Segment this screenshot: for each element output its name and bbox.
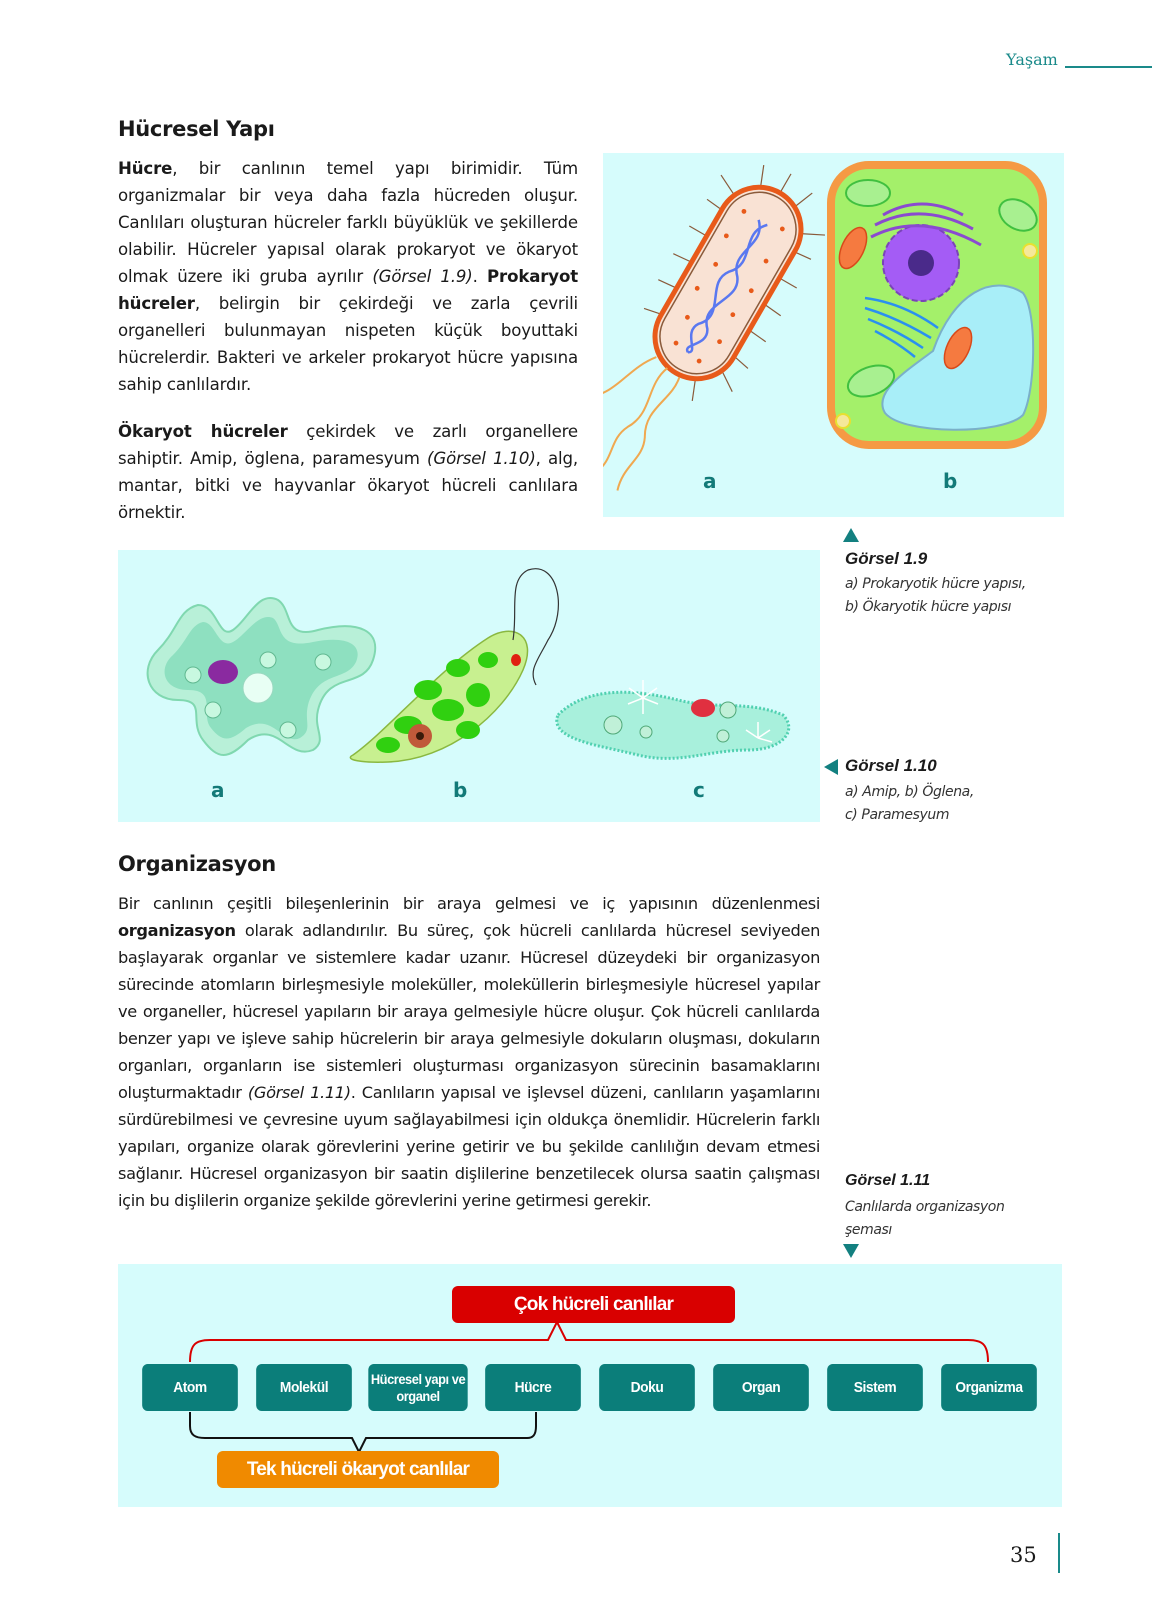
term-prokaryote: Prokaryot hücreler <box>118 267 578 313</box>
level-atom: Atom <box>142 1364 238 1411</box>
level-organism: Organizma <box>941 1364 1037 1411</box>
section-title-organization: Organizasyon <box>118 852 276 876</box>
caption-title-1-9: Görsel 1.9 <box>845 549 928 568</box>
term-organization: organizasyon <box>118 921 236 940</box>
text: , belirgin bir çekirdeği ve zarla çevrili organelleri bulunmayan nispeten küçük boyuttaki hücrelerdir. Bakteri ve arkeler prokaryot hücre yapısına sahip canlılardır. <box>118 294 578 394</box>
level-system: Sistem <box>827 1364 923 1411</box>
figure-label-b: b <box>453 778 468 802</box>
caption-title-1-11: Görsel 1.11 <box>845 1172 931 1189</box>
figure-ref: (Görsel 1.9) <box>372 267 473 286</box>
page-number-rule <box>1058 1533 1060 1573</box>
caption-line: şeması <box>845 1222 892 1238</box>
unicellular-bracket <box>190 1412 536 1452</box>
level-tissue: Doku <box>599 1364 695 1411</box>
text: , bir canlının temel yapı birimidir. Tüm organizmalar bir veya daha fazla hücreden oluşur. Canlıları oluşturan hücreler farklı büyüklük ve şekillerde olabilir. Hücreler yapısal olarak prokaryot ve ökaryot olmak üzere iki gruba ayrılır <box>118 159 578 286</box>
caption-line: Canlılarda organizasyon <box>845 1199 1005 1215</box>
figure-ref: (Görsel 1.11) <box>247 1083 351 1102</box>
unicellular-label: Tek hücreli ökaryot canlılar <box>217 1451 499 1488</box>
text: Bir canlının çeşitli bileşenlerinin bir araya gelmesi ve iç yapısının düzenlenmesi <box>118 894 820 913</box>
page-number: 35 <box>1010 1543 1037 1567</box>
text: çekirdek ve zarlı organellere sahiptir. Amip, öglena, paramesyum <box>118 422 578 468</box>
text: . Canlıların yapısal ve işlevsel düzeni, canlıların yaşamlarını sürdürebilmesi ve çevresine uyum sağlayabilmesi için oldukça önemlidir. Hücrelerin farklı yapıları, organize olarak görevlerini yerine getirir ve bu şekilde canlılığın devam etmesi sağlanır. Hücresel organizasyon bir saatin dişlilerine benzetilecek olursa saatin çalışması için bu dişlilerin organize şekilde görevlerini yerine getirmesi gerekir. <box>118 1083 821 1210</box>
multicellular-bracket <box>190 1322 988 1362</box>
figure-label-a: a <box>703 469 717 493</box>
caption-line: c) Paramesyum <box>845 807 950 823</box>
figure-label-c: c <box>693 778 705 802</box>
caption-title-1-10: Görsel 1.10 <box>845 756 937 775</box>
level-cellular-structure-organelle: Hücresel yapı ve organel <box>368 1364 467 1411</box>
term-cell: Hücre <box>118 159 173 178</box>
term-eukaryote: Ökaryot hücreler <box>118 422 288 441</box>
caption-line: a) Prokaryotik hücre yapısı, <box>845 576 1026 592</box>
figure-label-a: a <box>211 778 225 802</box>
section-title-cell-structure: Hücresel Yapı <box>118 117 275 141</box>
text: . <box>472 267 488 286</box>
multicellular-label: Çok hücreli canlılar <box>452 1286 735 1323</box>
caption-line: b) Ökaryotik hücre yapısı <box>845 599 1012 615</box>
chapter-label: Yaşam <box>1006 50 1058 69</box>
level-cell: Hücre <box>485 1364 581 1411</box>
text: , alg, mantar, bitki ve hayvanlar ökaryot hücreli canlılara örnektir. <box>118 449 578 522</box>
level-organ: Organ <box>713 1364 809 1411</box>
level-molecule: Molekül <box>256 1364 352 1411</box>
figure-label-b: b <box>943 469 958 493</box>
text: olarak adlandırılır. Bu süreç, çok hücreli canlılarda hücresel seviyeden başlayarak organlar ve sistemlere kadar uzanır. Hücresel düzeydeki bir organizasyon sürecinde atomların birleşmesiyle moleküller, moleküllerin birleşmesiyle hücresel yapılar ve organeller, hücresel yapıların bir araya gelmesiyle hücre oluşur. Çok hücreli canlılarda benzer yapı ve işleve sahip hücrelerin bir araya gelmesiyle dokuların oluşması, dokuların organları, organların ise sistemleri oluşturması organizasyon sürecinin basamaklarını oluşturmaktadır <box>118 921 820 1102</box>
caption-line: a) Amip, b) Öglena, <box>845 784 974 800</box>
figure-ref: (Görsel 1.10) <box>427 449 536 468</box>
